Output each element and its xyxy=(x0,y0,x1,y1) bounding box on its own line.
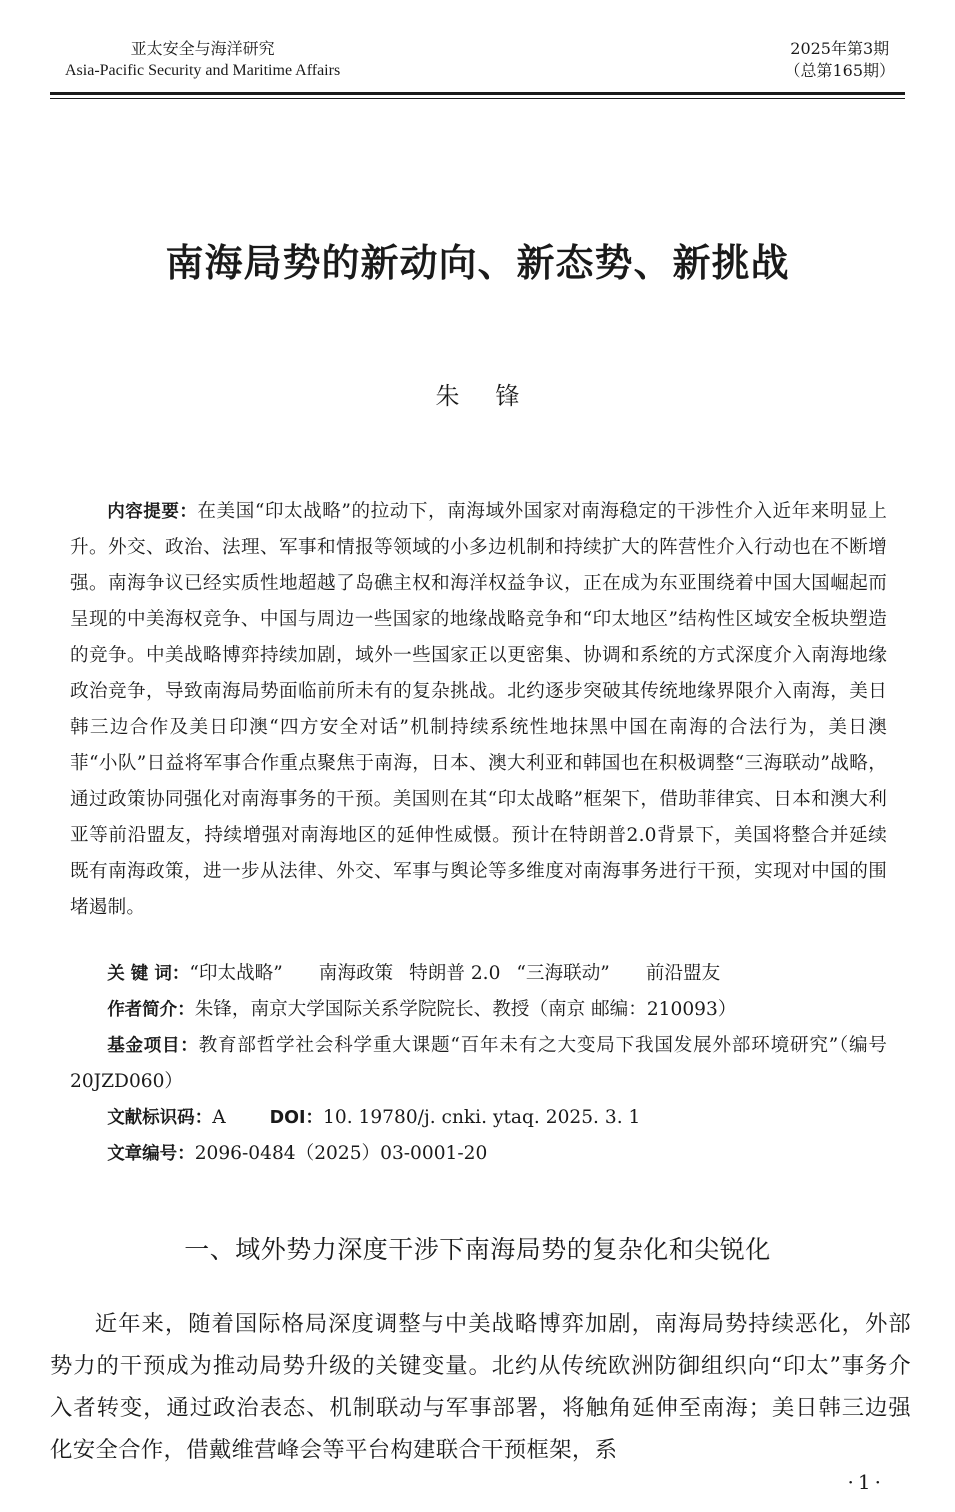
body-paragraph: 近年来，随着国际格局深度调整与中美战略博弈加剧，南海局势持续恶化，外部势力的干预成为推动局势升级的关键变量。北约从传统欧洲防御组织向“印太”事务介入者转变，通过政治表态、机制联动与军事部署，将触角延伸至南海；美日韩三边强化安全合作，借戴维营峰会等平台构建联合干预框架，系 xyxy=(50,1311,911,1463)
funding-label: 基金项目 xyxy=(107,1036,181,1056)
keyword-item: 特朗普 2.0 xyxy=(409,963,501,984)
running-header xyxy=(50,30,905,100)
abstract-label: 内容提要 xyxy=(107,502,180,522)
article-author xyxy=(0,376,955,411)
abstract-text: 在美国“印太战略”的拉动下，南海域外国家对南海稳定的干涉性介入近年来明显上升。外交、政治、法理、军事和情报等领域的小多边机制和持续扩大的阵营性介入行动也在不断增强。南海争议已经实质性地超越了岛礁主权和海洋权益争议，正在成为东亚围绕着中国大国崛起而呈现的中美海权竞争、中国与周边一些国家的地缘战略竞争和“印太地区”结构性区域安全板块塑造的竞争。中美战略博弈持续加剧，域外一些国家正以更密集、协调和系统的方式深度介入南海地缘政治竞争，导致南海局势面临前所未有的复杂挑战。北约逐步突破其传统地缘界限介入南海，美日韩三边合作及美日印澳“四方安全对话”机制持续系统性地抹黑中国在南海的合法行为，美日澳菲“小队”日益将军事合作重点聚焦于南海，日本、澳大利亚和韩国也在积极调整“三海联动”战略，通过政策协同强化对南海事务的干预。美国则在其“印太战略”框架下，借助菲律宾、日本和澳大利亚等前沿盟友，持续增强对南海地区的延伸性威慑。预计在特朗普2.0背景下，美国将整合并延续既有南海政策，进一步从法律、外交、军事与舆论等多维度对南海事务进行干预，实现对中国的围堵遏制。 xyxy=(70,501,887,918)
keyword-item: 南海政策 xyxy=(318,963,394,984)
keywords: 关 键 词：“印太战略” 南海政策 特朗普 2.0 “三海联动” 前沿盟友 xyxy=(107,963,721,984)
abstract: 内容提要：在美国“印太战略”的拉动下，南海域外国家对南海稳定的干涉性介入近年来明显上升。外交、政治、法理、军事和情报等领域的小多边机制和持续扩大的阵营性介入行动也在不断增强。南海争议已经实质性地超越了岛礁主权和海洋权益争议，正在成为东亚围绕着中国大国崛起而呈现的中美海权竞争、中国与周边一些国家的地缘战略竞争和“印太地区”结构性区域安全板块塑造的竞争。中美战略博弈持续加剧，域外一些国家正以更密集、协调和系统的方式深度介入南海地缘政治竞争，导致南海局势面临前所未有的复杂挑战。北约逐步突破其传统地缘界限介入南海，美日韩三边合作及美日印澳“四方安全对话”机制持续系统性地抹黑中国在南海的合法行为，美日澳菲“小队”日益将军事合作重点聚焦于南海，日本、澳大利亚和韩国也在积极调整“三海联动”战略，通过政策协同强化对南海事务的干预。美国则在其“印太战略”框架下，借助菲律宾、日本和澳大利亚等前沿盟友，持续增强对南海地区的延伸性威慑。预计在特朗普2.0背景下，美国将整合并延续既有南海政策，进一步从法律、外交、军事与舆论等多维度对南海事务进行干预，实现对中国的围堵遏制。 xyxy=(70,501,887,918)
doc-code-label: 文献标识码 xyxy=(107,1108,195,1128)
doi-label: DOI xyxy=(269,1108,306,1128)
article-title: 南海局势的新动向、新态势、新挑战 xyxy=(165,240,790,285)
keyword-item: 前沿盟友 xyxy=(645,963,721,984)
section-heading: 一、域外势力深度干涉下南海局势的复杂化和尖锐化 xyxy=(184,1235,771,1264)
author-bio-label: 作者简介 xyxy=(107,1000,178,1020)
keywords-label: 关 键 词 xyxy=(107,964,172,984)
article-no-value: 2096-0484（2025）03-0001-20 xyxy=(194,1143,488,1164)
journal-name-en: Asia-Pacific Security and Maritime Affairs xyxy=(65,62,341,79)
issue-total: （总第165期） xyxy=(784,61,895,80)
journal-name-cn: 亚太安全与海洋研究 xyxy=(130,39,275,58)
article-number: 文章编号：2096-0484（2025）03-0001-20 xyxy=(107,1143,488,1164)
funding-text: 教育部哲学社会科学重大课题“百年未有之大变局下我国发展外部环境研究”（编号 20JZD060） xyxy=(70,1035,888,1092)
author-bio: 作者简介：朱锋，南京大学国际关系学院院长、教授（南京 邮编：210093） xyxy=(107,999,737,1020)
article-no-label: 文章编号 xyxy=(107,1144,178,1164)
issue-number: 2025年第3期 xyxy=(790,39,890,58)
keyword-item: “三海联动” xyxy=(516,963,610,984)
issue-info xyxy=(784,38,895,82)
author-name: 朱锋 xyxy=(435,382,556,410)
doi-value: 10. 19780/j. cnki. ytaq. 2025. 3. 1 xyxy=(323,1107,641,1128)
header-rule-thin xyxy=(50,98,905,99)
doc-identifiers: 文献标识码：A DOI：10. 19780/j. cnki. ytaq. 2025. 3. 1 xyxy=(107,1107,641,1128)
author-bio-text: 朱锋，南京大学国际关系学院院长、教授（南京 邮编：210093） xyxy=(194,999,737,1020)
keyword-item: “印太战略” xyxy=(189,963,283,984)
journal-name xyxy=(65,38,340,82)
page-number: ·1· xyxy=(847,1470,885,1494)
header-rule-thick xyxy=(50,92,905,95)
funding: 基金项目：教育部哲学社会科学重大课题“百年未有之大变局下我国发展外部环境研究”（编号 20JZD060） xyxy=(70,1035,888,1092)
doc-code-value: A xyxy=(212,1107,226,1128)
